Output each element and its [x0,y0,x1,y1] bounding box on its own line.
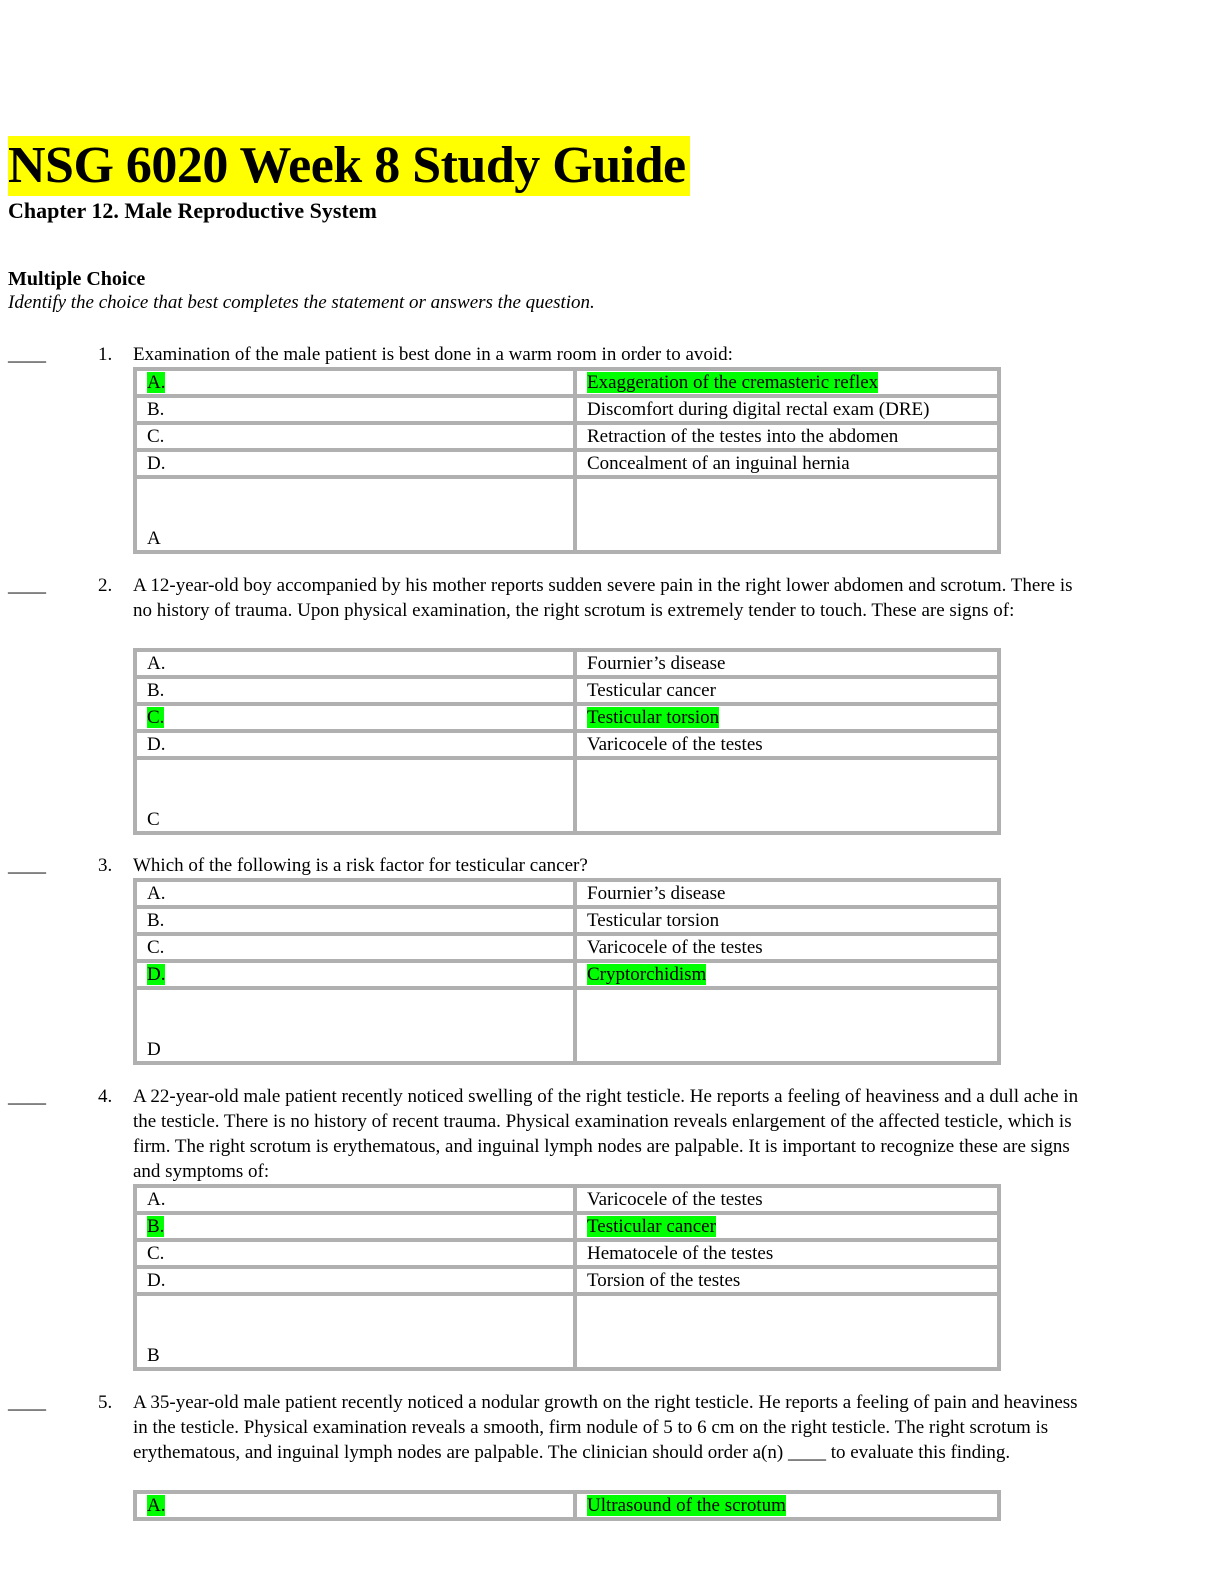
answer-key: A [147,528,161,549]
option-letter: C. [147,426,165,447]
option-row [135,423,999,450]
option-letter: A. [147,1189,166,1210]
option-text: Fournier’s disease [587,883,726,904]
question-stem: A 22-year-old male patient recently noticed swelling of the right testicle. He reports a feeling of heaviness and a dull ache in the testicle. There is no history of recent trauma. Physical examination reveals enlargement of the affected testicle, which is firm. The right scrotum is erythematous, and inguinal lymph nodes are palpable. It is important to recognize these are signs and symptoms of: [133,1086,1079,1182]
option-text: Torsion of the testes [587,1270,741,1291]
option-letter: B. [147,1216,165,1237]
options-table [133,1490,1001,1521]
option-text: Fournier’s disease [587,653,726,674]
question-number: 3. [98,855,113,876]
option-letter-cell [135,1492,575,1519]
option-letter-cell [135,1213,575,1240]
option-letter: A. [147,372,166,393]
option-letter-cell [135,704,575,731]
option-letter: D. [147,964,166,985]
option-text: Testicular cancer [587,1216,716,1237]
answer-row [135,1294,999,1369]
option-row [135,677,999,704]
option-text-cell [575,1267,999,1294]
option-letter-cell [135,650,575,677]
option-letter-cell [135,731,575,758]
option-text-cell [575,369,999,396]
question-stem: A 35-year-old male patient recently noticed a nodular growth on the right testicle. He reports a feeling of pain and heaviness in the testicle. Physical examination reveals a smooth, firm nodule of 5 to 6 cm on the right testicle. The right scrotum is erythematous, and inguinal lymph nodes are palpable. The clinician should order a(n) ____ to evaluate this finding. [133,1392,1078,1463]
option-letter: D. [147,734,166,755]
answer-key-cell [135,477,575,552]
instructions-text: Identify the choice that best completes the statement or answers the question. [8,292,595,313]
option-row [135,704,999,731]
option-text-cell [575,704,999,731]
option-letter: B. [147,680,165,701]
section-heading: Multiple Choice [8,268,146,290]
option-text: Testicular cancer [587,680,716,701]
answer-blank: ____ [8,1392,46,1413]
option-row [135,907,999,934]
option-letter-cell [135,934,575,961]
option-row [135,450,999,477]
option-letter: A. [147,653,166,674]
option-letter-cell [135,961,575,988]
options-table [133,878,1001,1065]
option-row [135,961,999,988]
answer-key: B [147,1345,160,1366]
option-row [135,1492,999,1519]
option-text-cell [575,1492,999,1519]
answer-blank: ____ [8,1086,46,1107]
option-text-cell [575,450,999,477]
option-text: Testicular torsion [587,707,720,728]
option-letter-cell [135,907,575,934]
option-letter-cell [135,1240,575,1267]
option-row [135,369,999,396]
option-text: Varicocele of the testes [587,1189,763,1210]
question-number: 2. [98,575,113,596]
option-text-cell [575,1240,999,1267]
option-row [135,1267,999,1294]
answer-key-cell [135,988,575,1063]
option-text: Discomfort during digital rectal exam (DRE) [587,399,930,420]
option-text: Cryptorchidism [587,964,707,985]
answer-blank: ____ [8,855,46,876]
answer-empty-cell [575,988,999,1063]
question-number: 5. [98,1392,113,1413]
question-stem: A 12-year-old boy accompanied by his mother reports sudden severe pain in the right lower abdomen and scrotum. There is no history of trauma. Upon physical examination, the right scrotum is extremely tender to touch. These are signs of: [133,575,1073,621]
option-text-cell [575,934,999,961]
answer-key: C [147,809,160,830]
question-number: 1. [98,344,113,365]
question-stem: Examination of the male patient is best done in a warm room in order to avoid: [133,344,733,365]
option-letter-cell [135,423,575,450]
answer-empty-cell [575,758,999,833]
option-letter-cell [135,1186,575,1213]
option-row [135,731,999,758]
option-row [135,880,999,907]
options-table [133,1184,1001,1371]
option-text: Varicocele of the testes [587,937,763,958]
option-text-cell [575,880,999,907]
option-row [135,1240,999,1267]
answer-key: D [147,1039,161,1060]
option-text: Exaggeration of the cremasteric reflex [587,372,879,393]
option-letter: C. [147,937,165,958]
document-title: NSG 6020 Week 8 Study Guide [8,136,690,196]
option-row [135,1186,999,1213]
option-letter: D. [147,1270,166,1291]
answer-row [135,758,999,833]
answer-row [135,477,999,552]
options-table [133,367,1001,554]
option-row [135,1213,999,1240]
option-text-cell [575,650,999,677]
question-stem: Which of the following is a risk factor for testicular cancer? [133,855,588,876]
option-letter: B. [147,399,165,420]
answer-blank: ____ [8,575,46,596]
answer-row [135,988,999,1063]
option-text-cell [575,423,999,450]
options-table [133,648,1001,835]
option-text-cell [575,1213,999,1240]
option-letter-cell [135,1267,575,1294]
option-letter: D. [147,453,166,474]
option-text-cell [575,907,999,934]
option-letter: C. [147,707,165,728]
chapter-heading: Chapter 12. Male Reproductive System [8,198,377,223]
option-text-cell [575,731,999,758]
option-row [135,650,999,677]
option-text-cell [575,677,999,704]
option-text: Hematocele of the testes [587,1243,774,1264]
option-letter-cell [135,369,575,396]
answer-empty-cell [575,477,999,552]
option-letter: B. [147,910,165,931]
option-text-cell [575,961,999,988]
option-letter-cell [135,396,575,423]
option-letter: C. [147,1243,165,1264]
answer-blank: ____ [8,344,46,365]
option-row [135,396,999,423]
option-text-cell [575,1186,999,1213]
option-letter: A. [147,883,166,904]
option-letter-cell [135,450,575,477]
question-number: 4. [98,1086,113,1107]
option-text: Varicocele of the testes [587,734,763,755]
answer-empty-cell [575,1294,999,1369]
option-letter-cell [135,880,575,907]
option-text: Testicular torsion [587,910,720,931]
option-text: Ultrasound of the scrotum [587,1495,786,1516]
answer-key-cell [135,1294,575,1369]
option-row [135,934,999,961]
answer-key-cell [135,758,575,833]
option-text: Concealment of an inguinal hernia [587,453,850,474]
option-text: Retraction of the testes into the abdomen [587,426,899,447]
option-letter-cell [135,677,575,704]
option-letter: A. [147,1495,166,1516]
option-text-cell [575,396,999,423]
